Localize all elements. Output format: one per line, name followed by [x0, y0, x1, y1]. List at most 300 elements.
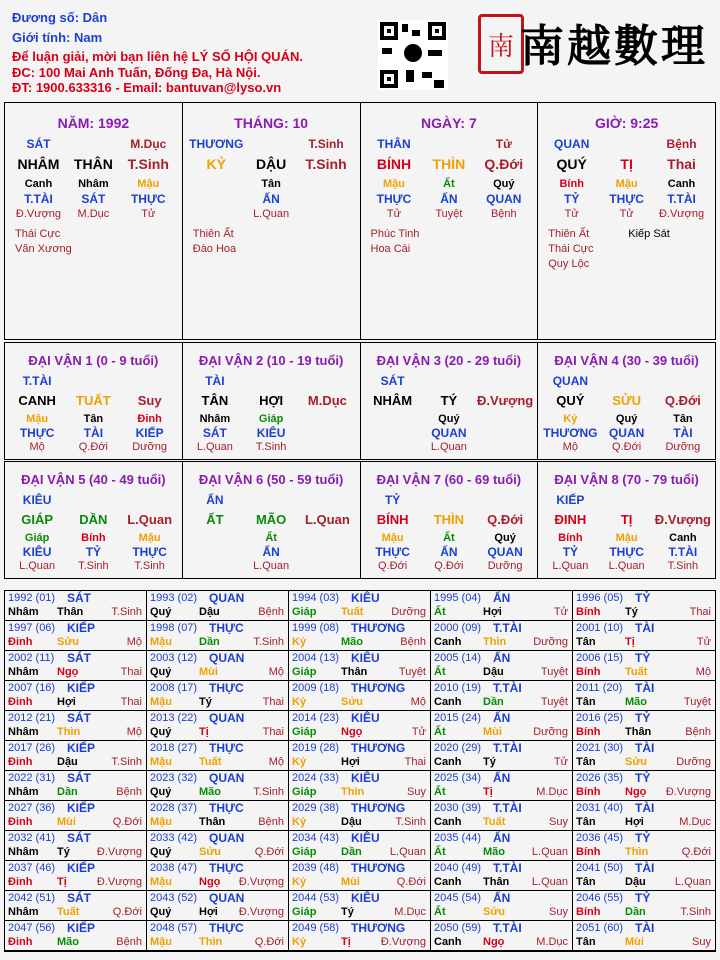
dai-van-cell: TÀI	[673, 426, 693, 440]
four-pillars	[4, 102, 716, 340]
dai-van-row-d3	[183, 413, 360, 426]
pillar-cell: QUAN	[486, 192, 522, 206]
dai-van-cell: TỶ	[384, 493, 401, 507]
year-stem: Kỷ	[292, 936, 307, 948]
year-star: SÁT	[67, 711, 91, 725]
year-label: 2025 (34)	[434, 772, 482, 784]
year-star: THỰC	[209, 621, 244, 635]
dai-van-row-d1	[183, 493, 360, 508]
year-cell	[289, 921, 431, 951]
dai-van-cell: Q.Đới	[487, 512, 524, 527]
dai-van-cell: DẦN	[79, 512, 108, 527]
year-stem: Giáp	[292, 786, 317, 798]
pillar-3	[538, 103, 715, 339]
year-stem: Đinh	[8, 756, 33, 768]
dai-van-row-d5	[538, 441, 715, 455]
year-stem: Bính	[576, 846, 601, 858]
dai-van-cell: TỊ	[620, 512, 633, 527]
year-phase: Tử	[696, 636, 711, 648]
dai-van-cell: QUAN	[608, 426, 645, 440]
dai-van-cell: HỢI	[259, 393, 284, 408]
year-phase: Bệnh	[258, 816, 284, 828]
pillar-row-r4	[5, 192, 182, 208]
year-phase: L.Quan	[389, 846, 426, 858]
year-star: KIẾP	[67, 681, 96, 695]
year-branch: Tuất	[625, 666, 648, 678]
year-stem: Bính	[576, 786, 601, 798]
pillar-row-r4	[183, 192, 360, 208]
year-star: THƯƠNG	[351, 861, 406, 875]
year-stem: Đinh	[8, 636, 33, 648]
year-label: 2013 (22)	[150, 712, 198, 724]
dai-van-cell	[477, 374, 533, 389]
year-branch: Thìn	[57, 726, 81, 738]
dai-van-cell: Ất	[443, 532, 455, 544]
dai-van-row-d2	[361, 393, 538, 410]
year-star: QUAN	[209, 591, 245, 605]
year-cell	[147, 831, 289, 861]
pillar-cell: Tuyệt	[435, 208, 463, 220]
year-stem: Nhâm	[8, 786, 39, 798]
year-star: THỰC	[209, 921, 244, 935]
year-label: 1997 (06)	[8, 622, 56, 634]
year-star: KIÊU	[351, 711, 380, 725]
year-branch: Mão	[57, 936, 79, 948]
dai-van-1	[5, 343, 183, 459]
dai-van-cell: T.Sinh	[255, 441, 287, 453]
dai-van-cell	[122, 374, 178, 389]
year-phase: Tử	[553, 756, 568, 768]
year-branch: Ngọ	[341, 726, 363, 738]
dai-van-row-d1	[183, 374, 360, 389]
pillar-row-r5	[183, 208, 360, 222]
year-label: 2031 (40)	[576, 802, 624, 814]
year-label: 2047 (56)	[8, 922, 56, 934]
year-branch: Dậu	[625, 876, 646, 888]
year-cell	[573, 711, 715, 741]
pillar-row-r2	[538, 156, 715, 174]
year-star: KIẾP	[67, 921, 96, 935]
dai-van-cell: THỰC	[375, 545, 410, 559]
dai-van-cell: Mậu	[381, 532, 404, 544]
pillar-cell: Canh	[24, 178, 53, 190]
dai-van-title: ĐẠI VẬN 8 (70 - 79 tuổi)	[554, 472, 699, 487]
star-item: Thiên Ất	[192, 228, 234, 240]
year-label: 2017 (26)	[8, 742, 56, 754]
dai-van-4	[538, 343, 715, 459]
year-branch: Sửu	[57, 636, 80, 648]
year-cell	[5, 711, 147, 741]
year-label: 2040 (49)	[434, 862, 482, 874]
year-branch: Ngọ	[483, 936, 505, 948]
year-stem: Quý	[150, 606, 172, 618]
dai-van-cell: THƯƠNG	[543, 426, 598, 440]
year-branch: Tị	[341, 936, 351, 948]
year-phase: Q.Đới	[254, 936, 284, 948]
year-label: 2036 (45)	[576, 832, 624, 844]
pillar-cell: Tử	[141, 208, 156, 220]
dai-van-cell: QUAN	[487, 545, 523, 559]
year-stem: Kỷ	[292, 636, 307, 648]
pillar-cell: Tử	[619, 208, 634, 220]
dai-van-row-d2	[183, 393, 360, 410]
year-star: THƯƠNG	[351, 921, 406, 935]
year-star: ẤN	[493, 891, 511, 905]
year-phase: Mộ	[410, 696, 426, 708]
year-branch: Tý	[341, 906, 354, 918]
year-star: T.TÀI	[493, 741, 522, 755]
dai-van-cell	[299, 532, 355, 545]
year-branch: Tuất	[341, 606, 364, 618]
dai-van-cell: KIÊU	[22, 545, 52, 559]
dai-van-row-d5	[5, 560, 182, 574]
brand-logo: 南越數理	[520, 21, 708, 72]
year-label: 2021 (30)	[576, 742, 624, 754]
dai-van-cell: THỰC	[609, 545, 644, 559]
dai-van-cell: ẤN	[262, 545, 280, 559]
year-phase: Đ.Vượng	[380, 936, 426, 948]
year-phase: L.Quan	[531, 876, 568, 888]
pillar-cell: Ất	[443, 178, 455, 190]
dai-van-row-d3	[538, 532, 715, 545]
pillar-cell: Bệnh	[490, 208, 517, 220]
year-phase: Thai	[120, 666, 142, 678]
dai-van-cell: TÀI	[205, 374, 225, 388]
year-phase: Đ.Vượng	[96, 846, 142, 858]
year-cell	[289, 741, 431, 771]
year-star: KIẾP	[67, 801, 96, 815]
year-label: 2049 (58)	[292, 922, 340, 934]
pillar-cell: Mậu	[615, 178, 638, 190]
year-branch: Thìn	[625, 846, 649, 858]
year-star: SÁT	[67, 591, 91, 605]
year-phase: Suy	[549, 906, 568, 918]
dai-van-cell: Mậu	[138, 532, 161, 544]
pillar-cell: ẤN	[262, 192, 280, 206]
year-star: ẤN	[493, 651, 511, 665]
dai-van-cell: Dưỡng	[487, 560, 523, 572]
pillar-cell: M.Dục	[77, 208, 110, 220]
year-phase: Đ.Vượng	[96, 876, 142, 888]
pillar-row-r4	[361, 192, 538, 208]
year-stem: Ất	[434, 846, 446, 858]
dai-van-title: ĐẠI VẬN 5 (40 - 49 tuổi)	[21, 472, 166, 487]
dai-van-cell: Kỷ	[563, 413, 578, 425]
pillar-cell: THỰC	[609, 192, 644, 206]
year-cell	[5, 771, 147, 801]
dai-van-row-d5	[361, 560, 538, 574]
year-branch: Sửu	[341, 696, 364, 708]
dai-van-cell: SÁT	[202, 426, 227, 440]
year-label: 2027 (36)	[8, 802, 56, 814]
pillar-cell: THÌN	[432, 156, 466, 172]
year-stem: Quý	[150, 666, 172, 678]
year-phase: Mộ	[126, 726, 142, 738]
pillar-cell: THỰC	[130, 192, 166, 206]
dai-van-cell: L.Quan	[196, 441, 233, 453]
phone-email[interactable]: ĐT: 1900.633316 - Email: bantuvan@lyso.vn	[12, 80, 282, 95]
year-stem: Giáp	[292, 906, 317, 918]
year-cell	[431, 681, 573, 711]
year-cell	[147, 681, 289, 711]
pillar-row-r3	[183, 178, 360, 192]
pillar-title: THÁNG: 10	[234, 115, 309, 131]
pillar-1	[183, 103, 361, 339]
year-star: KIÊU	[351, 651, 380, 665]
contact-note: Để luận giải, mời bạn liên hệ LÝ SỐ HỘI QUÁN.	[12, 49, 303, 64]
year-cell	[289, 771, 431, 801]
dai-van-row-d4	[538, 545, 715, 560]
year-cell	[5, 741, 147, 771]
year-stem: Mậu	[150, 636, 172, 648]
dai-van-cell	[243, 374, 299, 389]
year-branch: Dần	[57, 786, 78, 798]
dai-van-cell: TUẤT	[76, 393, 111, 408]
pillar-cell: KỶ	[206, 156, 226, 172]
year-phase: Đ.Vượng	[238, 876, 284, 888]
year-branch: Tuất	[199, 756, 222, 768]
pillar-cell	[299, 178, 354, 192]
year-phase: L.Quan	[531, 846, 568, 858]
year-phase: Đ.Vượng	[665, 786, 711, 798]
dai-van-cell: Giáp	[24, 532, 50, 544]
year-star: ẤN	[493, 831, 511, 845]
dai-van-cell	[599, 493, 655, 508]
year-label: 2007 (16)	[8, 682, 56, 694]
year-phase: Thai	[262, 696, 284, 708]
year-star: ẤN	[493, 771, 511, 785]
dai-van-row-d2	[5, 393, 182, 410]
pillar-stars	[371, 227, 420, 257]
year-label: 2024 (33)	[292, 772, 340, 784]
pillar-cell: M.Dục	[130, 137, 167, 151]
year-stem: Kỷ	[292, 696, 307, 708]
star-item: Thiên Ất	[548, 228, 590, 240]
dai-van-cell	[599, 374, 655, 389]
year-stem: Giáp	[292, 726, 317, 738]
pillar-cell: NHÂM	[17, 156, 60, 172]
year-branch: Dần	[625, 906, 646, 918]
year-cell	[431, 861, 573, 891]
dai-van-row-d1	[5, 493, 182, 508]
year-cell	[5, 861, 147, 891]
year-branch: Mão	[199, 786, 221, 798]
pillar-title: NGÀY: 7	[421, 115, 477, 131]
year-stem: Bính	[576, 726, 601, 738]
year-branch: Mùi	[341, 876, 360, 888]
dai-van-cell	[477, 426, 533, 441]
address: ĐC: 100 Mai Anh Tuấn, Đống Đa, Hà Nội.	[12, 65, 261, 80]
year-phase: T.Sinh	[253, 636, 284, 648]
dai-van-cell: ẤT	[206, 512, 224, 527]
year-star: ẤN	[493, 711, 511, 725]
year-cell	[573, 591, 715, 621]
year-stem: Đinh	[8, 696, 33, 708]
pillar-cell: ẤN	[440, 192, 458, 206]
pillar-cell	[299, 208, 354, 222]
year-cell	[431, 591, 573, 621]
pillar-cell: T.Sinh	[305, 156, 347, 172]
pillar-cell: Canh	[667, 178, 696, 190]
dai-van-cell: L.Quan	[253, 560, 290, 572]
year-label: 2018 (27)	[150, 742, 198, 754]
pillar-cell: Tử	[564, 208, 579, 220]
year-stem: Canh	[434, 816, 462, 828]
year-phase: Dưỡng	[391, 606, 426, 618]
year-phase: Q.Đới	[254, 846, 284, 858]
dai-van-cell: TÀI	[83, 426, 104, 440]
year-branch: Ngọ	[199, 876, 221, 888]
dai-van-cell	[365, 426, 421, 441]
dai-van-row-d5	[538, 560, 715, 574]
dai-van-cell: Giáp	[258, 413, 284, 425]
dai-van-cell: ẤN	[206, 493, 224, 507]
year-stem: Canh	[434, 636, 462, 648]
qr-code[interactable]	[378, 20, 448, 90]
star-item: Đào Hoa	[192, 243, 237, 255]
dai-van-row-d3	[361, 532, 538, 545]
pillar-cell: SÁT	[81, 192, 106, 206]
year-label: 1993 (02)	[150, 592, 198, 604]
year-branch: Hợi	[57, 696, 76, 708]
year-star: KIÊU	[351, 891, 380, 905]
year-star: TÀI	[635, 861, 655, 875]
year-branch: Sửu	[483, 906, 506, 918]
dai-van-row-d5	[5, 441, 182, 455]
year-label: 2039 (48)	[292, 862, 340, 874]
dai-van-row-d1	[361, 493, 538, 508]
year-star: THƯƠNG	[351, 621, 406, 635]
year-cell	[573, 921, 715, 951]
year-branch: Tị	[57, 876, 67, 888]
year-star: THỰC	[209, 861, 244, 875]
year-cell	[147, 651, 289, 681]
year-cell	[573, 681, 715, 711]
dai-van-cell	[477, 493, 533, 508]
dai-van-cell: KIÊU	[22, 493, 52, 507]
year-phase: Mộ	[268, 666, 284, 678]
year-stem: Tân	[576, 636, 596, 648]
year-branch: Ngọ	[57, 666, 79, 678]
dai-van-cell	[299, 560, 355, 574]
star-item: Quy Lộc	[548, 258, 590, 270]
dai-van-cell	[299, 441, 355, 455]
pillar-cell: THÂN	[377, 137, 411, 151]
year-branch: Hợi	[483, 606, 502, 618]
dai-van-2	[183, 343, 361, 459]
year-branch: Tý	[483, 756, 496, 768]
dai-van-cell: BÍNH	[376, 512, 409, 527]
year-cell	[147, 771, 289, 801]
year-stem: Nhâm	[8, 726, 39, 738]
header	[0, 0, 720, 100]
year-phase: Dưỡng	[533, 636, 568, 648]
dai-van-cell: Q.Đới	[78, 441, 108, 453]
year-cell	[5, 651, 147, 681]
year-label: 2011 (20)	[576, 682, 623, 694]
year-star: TỶ	[635, 891, 651, 905]
year-phase: Tuyệt	[398, 666, 426, 678]
year-cell	[431, 711, 573, 741]
year-label: 2038 (47)	[150, 862, 198, 874]
year-cell	[289, 591, 431, 621]
dai-van-cell	[655, 374, 711, 389]
year-star: TÀI	[635, 741, 655, 755]
pillar-cell: Nhâm	[78, 178, 109, 190]
pillar-cell: QUÝ	[556, 156, 587, 172]
dai-van-cell: L.Quan	[552, 560, 589, 572]
year-branch: Mùi	[199, 666, 218, 678]
year-label: 1999 (08)	[292, 622, 340, 634]
year-phase: Thai	[120, 696, 142, 708]
year-cell	[147, 711, 289, 741]
pillar-cell: QUAN	[554, 137, 590, 151]
star-item: Thái Cực	[548, 243, 594, 255]
year-cell	[431, 891, 573, 921]
year-stem: Tân	[576, 936, 596, 948]
year-phase: T.Sinh	[111, 756, 142, 768]
dai-van-cell: Mộ	[29, 441, 45, 453]
yearly-luck-table	[4, 590, 716, 952]
year-cell	[289, 651, 431, 681]
dai-van-row-d4	[183, 426, 360, 441]
dai-van-cell: Dưỡng	[132, 441, 167, 453]
year-cell	[431, 921, 573, 951]
year-cell	[147, 591, 289, 621]
dai-van-row-d5	[183, 441, 360, 455]
year-star: TỶ	[635, 591, 651, 605]
year-branch: Thân	[483, 876, 510, 888]
pillar-cell: Đ.Vượng	[658, 208, 705, 220]
year-stem: Quý	[150, 846, 172, 858]
dai-van-cell: Mậu	[26, 413, 49, 425]
year-branch: Tuất	[57, 906, 80, 918]
year-branch: Sửu	[625, 756, 648, 768]
dai-van-cell: Mậu	[615, 532, 638, 544]
dai-van-row-d4	[5, 545, 182, 560]
dai-van-title: ĐẠI VẬN 6 (50 - 59 tuổi)	[198, 472, 344, 487]
pillar-cell: TỶ	[564, 192, 580, 206]
year-label: 1994 (03)	[292, 592, 340, 604]
year-label: 1995 (04)	[434, 592, 482, 604]
dai-van-cell	[477, 441, 533, 455]
pillar-stars	[193, 227, 236, 257]
year-branch: Tý	[57, 846, 70, 858]
year-label: 2015 (24)	[434, 712, 482, 724]
pillar-cell: TỊ	[620, 156, 633, 172]
year-star: SÁT	[67, 651, 91, 665]
dai-van-row-d4	[538, 426, 715, 441]
year-stem: Bính	[576, 666, 601, 678]
owner-name: Đương số: Dân	[12, 10, 108, 25]
year-phase: Tử	[553, 606, 568, 618]
year-stem: Ất	[434, 666, 446, 678]
dai-van-5	[5, 462, 183, 578]
year-cell	[431, 621, 573, 651]
year-label: 2046 (55)	[576, 892, 624, 904]
dai-van-title: ĐẠI VẬN 7 (60 - 69 tuổi)	[376, 472, 522, 487]
year-cell	[289, 831, 431, 861]
dai-van-cell: Tân	[83, 413, 104, 425]
dai-van-row-d2	[183, 512, 360, 529]
year-label: 1992 (01)	[8, 592, 56, 604]
pillar-0	[5, 103, 183, 339]
year-branch: Sửu	[199, 846, 222, 858]
dai-van-row-d5	[183, 560, 360, 574]
dai-van-row-d4	[183, 545, 360, 560]
year-stem: Tân	[576, 756, 596, 768]
pillar-row-r5	[5, 208, 182, 222]
